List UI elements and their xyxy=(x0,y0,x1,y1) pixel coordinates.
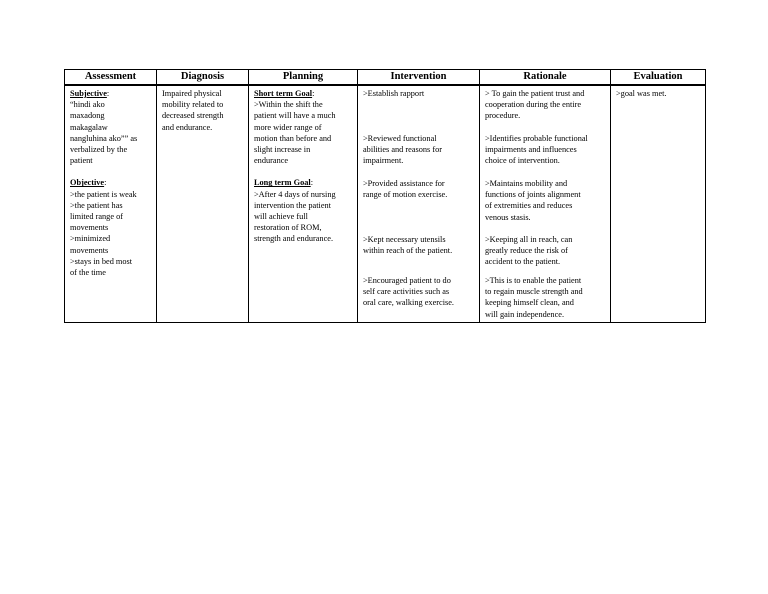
text-line: range of motion exercise. xyxy=(363,190,448,200)
long-term-goal-label: Long term Goal xyxy=(254,178,311,188)
intervention-item xyxy=(363,133,475,178)
header-rationale: Rationale xyxy=(480,70,611,86)
text-line: Impaired physical xyxy=(162,89,222,98)
diagnosis-text xyxy=(162,88,244,133)
text-line: >This is to enable the patient xyxy=(485,276,582,285)
planning-cell xyxy=(249,85,358,322)
diagnosis-cell xyxy=(157,85,249,322)
text-line: movements xyxy=(70,223,109,233)
text-line: >Kept necessary utensils xyxy=(363,235,446,244)
text-line: makagalaw xyxy=(70,122,108,132)
text-line: keeping himself clean, and xyxy=(485,298,574,308)
text-line: “hindi ako xyxy=(70,100,105,110)
content-row xyxy=(65,85,706,322)
text-line: movements xyxy=(70,245,109,255)
text-line: more wider range of xyxy=(254,122,322,132)
rationale-item xyxy=(485,178,606,234)
text-line: abilities and reasons for xyxy=(363,145,443,155)
rationale-item xyxy=(485,234,606,275)
text-line: to regain muscle strength and xyxy=(485,287,583,297)
text-line: nangluhina ako”” as xyxy=(70,133,138,143)
text-line: will gain independence. xyxy=(485,309,565,319)
text-line: >After 4 days of nursing xyxy=(254,189,336,199)
short-term-goal-heading: Short term Goal: xyxy=(254,89,315,98)
header-planning: Planning xyxy=(249,70,358,86)
text-line: >Maintains mobility and xyxy=(485,179,568,188)
evaluation-text xyxy=(616,88,701,99)
text-line: self care activities such as xyxy=(363,287,450,297)
rationale-cell xyxy=(480,85,611,322)
intervention-item xyxy=(363,234,475,275)
text-line: accident to the patient. xyxy=(485,257,561,267)
assessment-cell xyxy=(65,85,157,322)
subjective-text xyxy=(70,99,152,166)
text-line: within reach of the patient. xyxy=(363,246,453,256)
text-line: restoration of ROM, xyxy=(254,223,322,233)
text-line: slight increase in xyxy=(254,145,311,155)
text-line: > To gain the patient trust and xyxy=(485,89,585,98)
text-line: oral care, walking exercise. xyxy=(363,298,454,308)
header-intervention: Intervention xyxy=(358,70,480,86)
text-line: procedure. xyxy=(485,111,521,121)
text-line: impairment. xyxy=(363,156,404,166)
objective-heading: Objective: xyxy=(70,178,107,188)
text-line: limited range of xyxy=(70,212,123,222)
intervention-item xyxy=(363,178,475,234)
objective-label: Objective xyxy=(70,178,105,188)
intervention-item xyxy=(363,275,475,309)
text-line: impairments and influences xyxy=(485,145,577,155)
text-line: >Provided assistance for xyxy=(363,179,445,188)
text-line: >the patient is weak xyxy=(70,189,137,199)
text-line: >Keeping all in reach, can xyxy=(485,235,573,244)
text-line: patient xyxy=(70,156,93,166)
subjective-label: Subjective xyxy=(70,89,107,98)
header-assessment: Assessment xyxy=(65,70,157,86)
text-line: >Encouraged patient to do xyxy=(363,276,451,285)
rationale-item xyxy=(485,133,606,178)
text-line: motion than before and xyxy=(254,133,332,143)
text-line: maxadong xyxy=(70,111,105,121)
text-line: >Reviewed functional xyxy=(363,134,437,143)
text-line: patient will have a much xyxy=(254,111,336,121)
text-line: cooperation during the entire xyxy=(485,100,582,110)
text-line: verbalized by the xyxy=(70,145,128,155)
text-line: strength and endurance. xyxy=(254,234,334,244)
text-line: will achieve full xyxy=(254,212,308,222)
nursing-care-plan-table xyxy=(64,69,706,323)
text-line: greatly reduce the risk of xyxy=(485,246,568,256)
text-line: and endurance. xyxy=(162,122,213,132)
objective-text xyxy=(70,189,152,279)
header-diagnosis: Diagnosis xyxy=(157,70,249,86)
text-line: >minimized xyxy=(70,234,111,244)
text-line: >the patient has xyxy=(70,200,123,210)
text-line: venous stasis. xyxy=(485,212,531,222)
short-term-goal-label: Short term Goal xyxy=(254,89,313,98)
text-line: mobility related to xyxy=(162,100,224,110)
text-line: >Establish rapport xyxy=(363,89,425,98)
rationale-item xyxy=(485,275,606,320)
text-line: >Identifies probable functional xyxy=(485,134,588,143)
short-term-goal-text xyxy=(254,99,353,166)
subjective-heading: Subjective: xyxy=(70,89,110,98)
evaluation-cell xyxy=(611,85,706,322)
long-term-goal-heading: Long term Goal: xyxy=(254,178,314,188)
header-row xyxy=(65,70,706,86)
text-line: >goal was met. xyxy=(616,89,667,98)
intervention-cell xyxy=(358,85,480,322)
intervention-item xyxy=(363,88,475,133)
text-line: endurance xyxy=(254,156,289,166)
text-line: of extremities and reduces xyxy=(485,201,573,211)
text-line: of the time xyxy=(70,268,106,278)
text-line: >stays in bed most xyxy=(70,256,133,266)
header-evaluation: Evaluation xyxy=(611,70,706,86)
text-line: >Within the shift the xyxy=(254,100,323,110)
rationale-item xyxy=(485,88,606,133)
long-term-goal-text xyxy=(254,189,353,245)
text-line: choice of intervention. xyxy=(485,156,560,166)
text-line: intervention the patient xyxy=(254,200,331,210)
text-line: functions of joints alignment xyxy=(485,190,581,200)
text-line: decreased strength xyxy=(162,111,224,121)
